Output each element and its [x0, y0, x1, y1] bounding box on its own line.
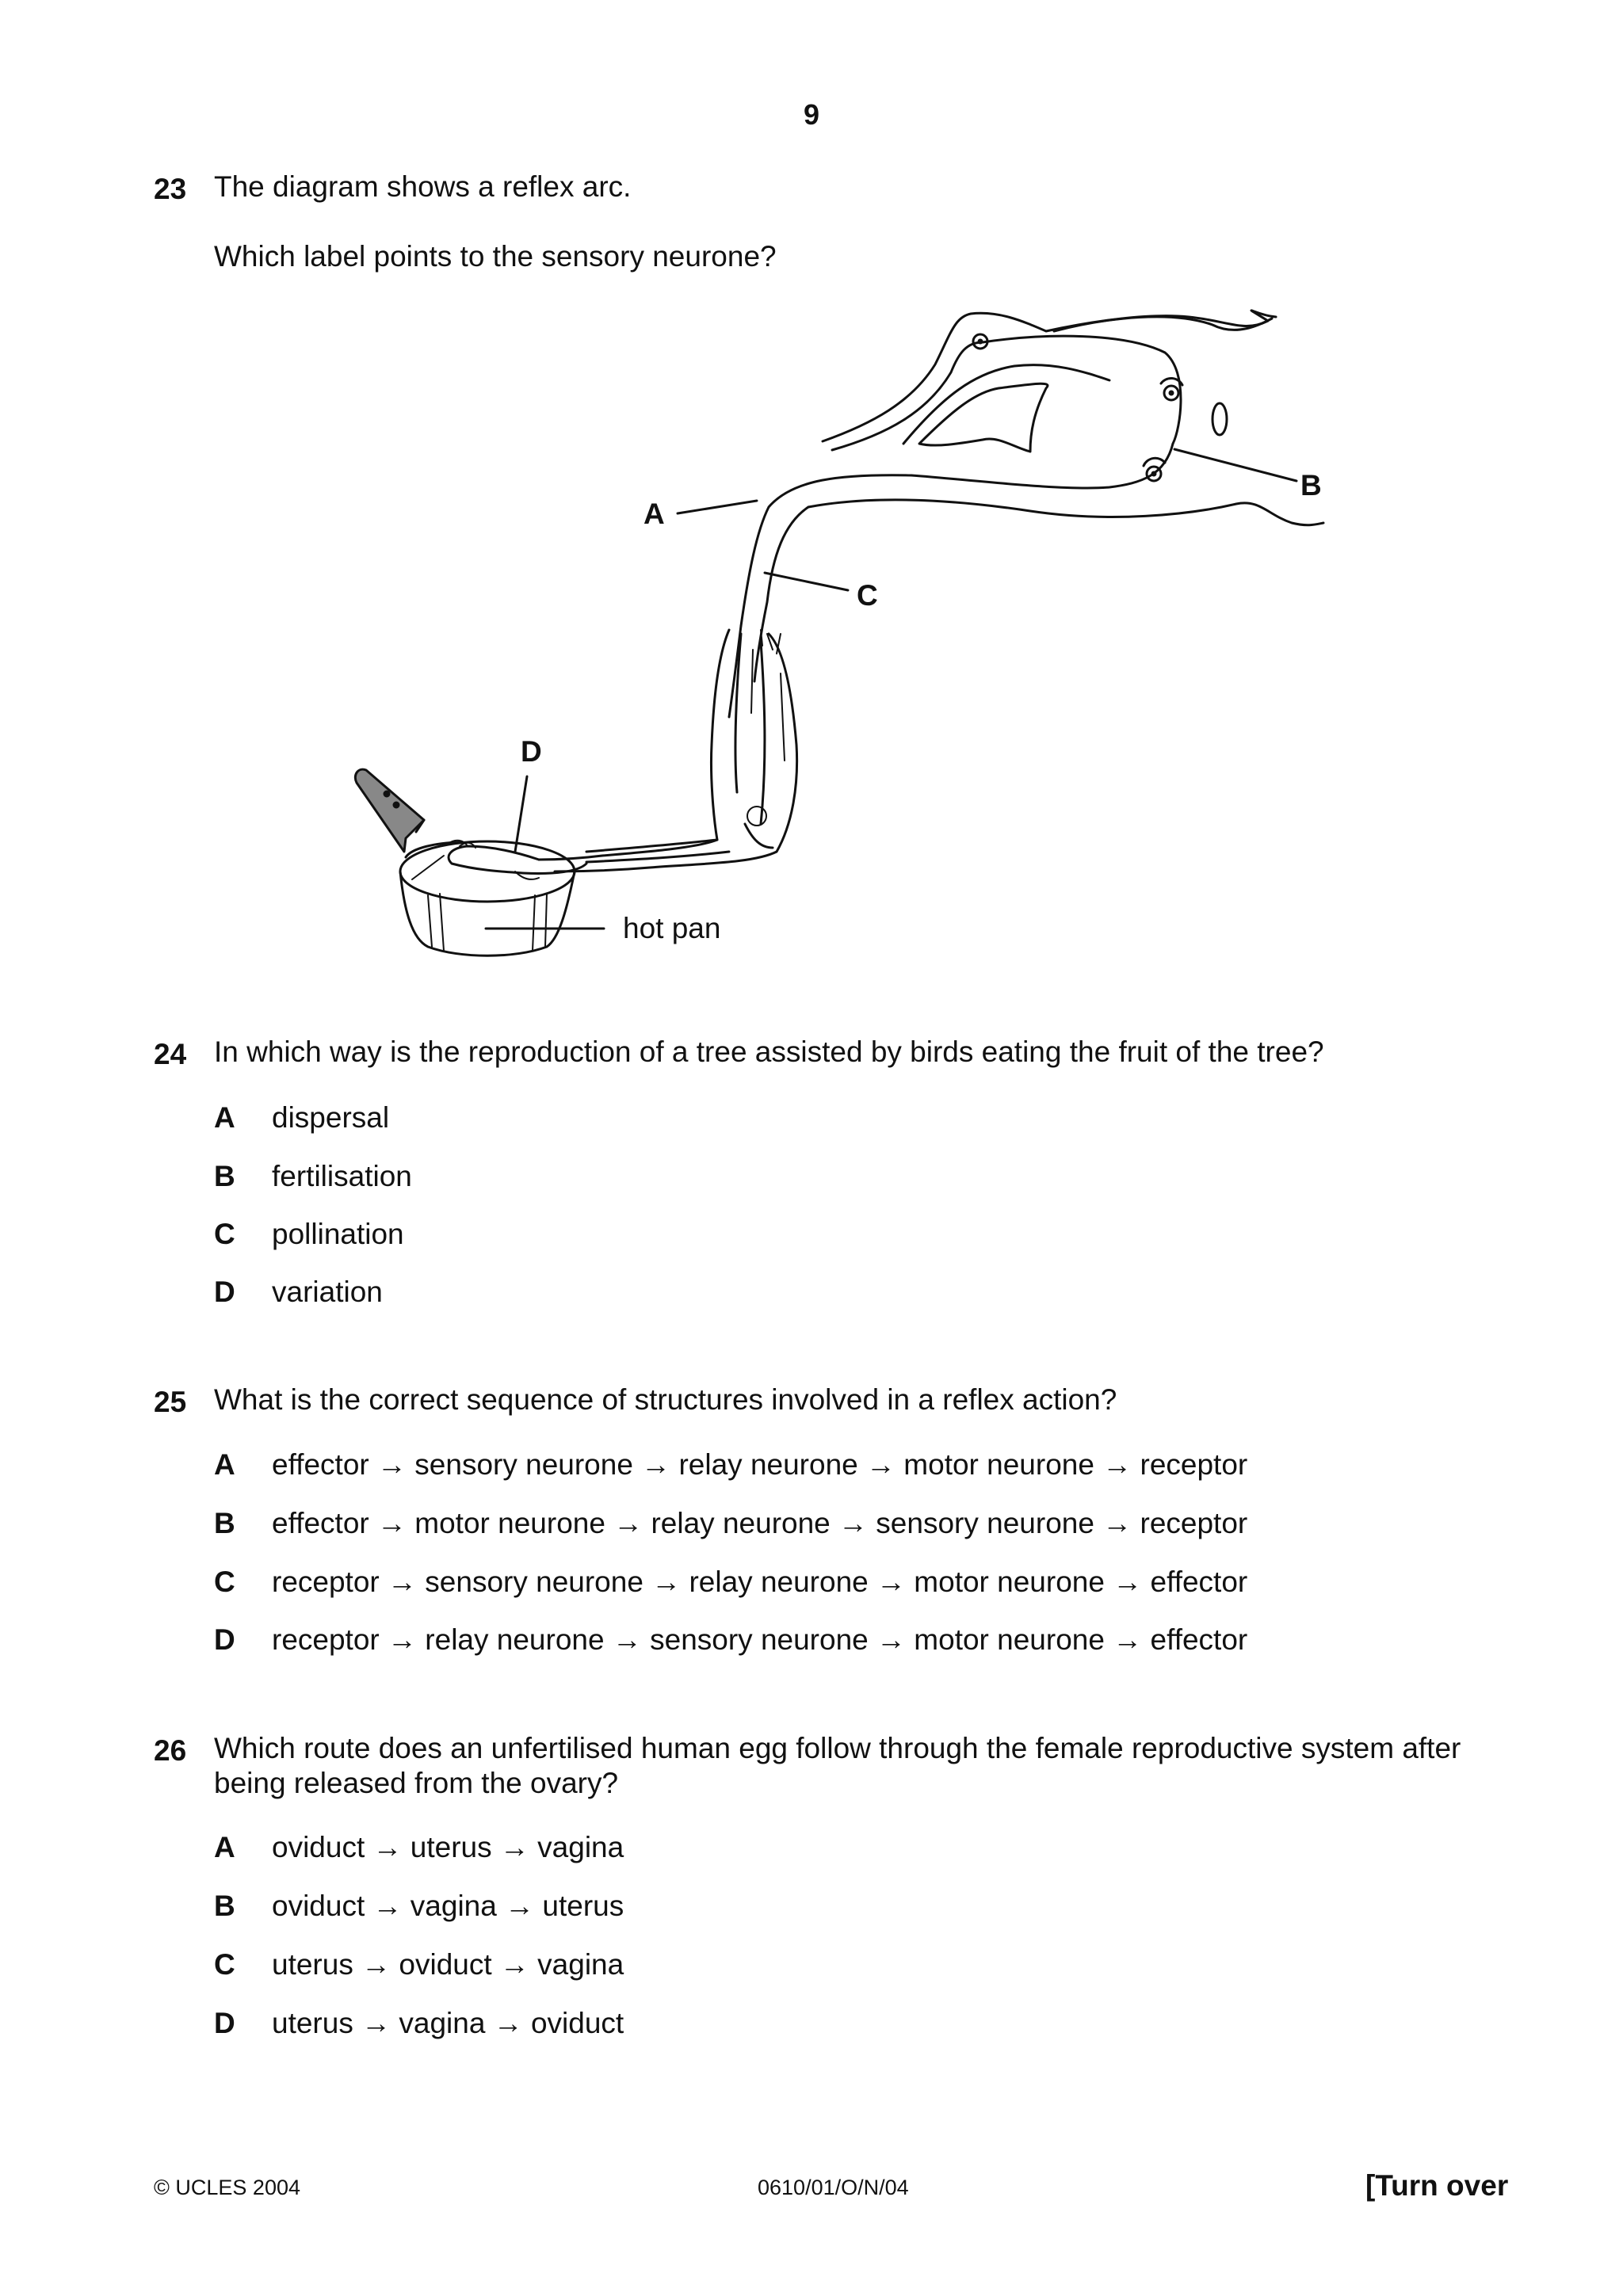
footer-copyright: © UCLES 2004	[154, 2176, 300, 2199]
q26-option-c-letter: C	[214, 1948, 235, 1981]
q26-option-d-text: uterus → vagina → oviduct	[272, 2007, 624, 2039]
diagram-label-c: C	[857, 579, 878, 612]
page-number: 9	[803, 98, 820, 131]
diagram-label-a: A	[643, 498, 665, 530]
q24-option-d-text: variation	[272, 1276, 383, 1308]
label-d-leader	[515, 776, 527, 852]
q24-option-c-text: pollination	[272, 1218, 404, 1250]
label-b-leader	[1174, 449, 1296, 481]
diagram-label-d: D	[521, 735, 542, 768]
question-25-number: 25	[154, 1386, 187, 1418]
q26-option-b-text: oviduct → vagina → uterus	[272, 1890, 624, 1922]
question-25-stem: What is the correct sequence of structures involved in a reflex action?	[214, 1383, 1117, 1416]
q24-option-a-text: dispersal	[272, 1101, 390, 1134]
question-24-stem: In which way is the reproduction of a tree assisted by birds eating the fruit of the tree?	[214, 1035, 1324, 1068]
footer-turn-over: [Turn over	[1365, 2169, 1509, 2202]
q25-option-d-text: receptor → relay neurone → sensory neurone → motor neurone → effector	[272, 1623, 1248, 1656]
q24-option-b-letter: B	[214, 1160, 235, 1192]
question-26-stem-line-1: Which route does an unfertilised human egg follow through the female reproductive system after	[214, 1732, 1461, 1764]
nerve-trunk	[729, 475, 911, 717]
question-26-stem-line-2: being released from the ovary?	[214, 1767, 619, 1799]
q24-option-a-letter: A	[214, 1101, 235, 1134]
q26-option-a-letter: A	[214, 1831, 235, 1863]
question-23-number: 23	[154, 173, 187, 205]
spinal-cord-section	[808, 311, 1323, 525]
q25-option-b-letter: B	[214, 1507, 235, 1539]
diagram-label-hot-pan: hot pan	[623, 912, 721, 944]
q25-option-b-text: effector → motor neurone → relay neurone → sensory neurone → receptor	[272, 1507, 1248, 1539]
q25-option-c-text: receptor → sensory neurone → relay neurone → motor neurone → effector	[272, 1566, 1248, 1598]
question-23-stem: The diagram shows a reflex arc.	[214, 170, 632, 203]
q25-option-d-letter: D	[214, 1623, 235, 1656]
label-a-leader	[678, 501, 757, 513]
q25-option-a-letter: A	[214, 1448, 235, 1481]
question-26-number: 26	[154, 1734, 187, 1767]
label-c-leader	[765, 573, 848, 590]
q26-option-c-text: uterus → oviduct → vagina	[272, 1948, 624, 1981]
question-24-number: 24	[154, 1038, 187, 1070]
arm	[539, 630, 797, 871]
q25-option-c-letter: C	[214, 1566, 235, 1598]
q24-option-b-text: fertilisation	[272, 1160, 412, 1192]
q24-option-c-letter: C	[214, 1218, 235, 1250]
footer-paper-code: 0610/01/O/N/04	[758, 2176, 909, 2199]
diagram-label-b: B	[1300, 469, 1322, 502]
q26-option-d-letter: D	[214, 2007, 235, 2039]
q24-option-d-letter: D	[214, 1276, 235, 1308]
q26-option-b-letter: B	[214, 1890, 235, 1922]
question-23-prompt: Which label points to the sensory neurone?	[214, 240, 777, 273]
q25-option-a-text: effector → sensory neurone → relay neurone → motor neurone → receptor	[272, 1448, 1248, 1481]
q26-option-a-text: oviduct → uterus → vagina	[272, 1831, 624, 1863]
